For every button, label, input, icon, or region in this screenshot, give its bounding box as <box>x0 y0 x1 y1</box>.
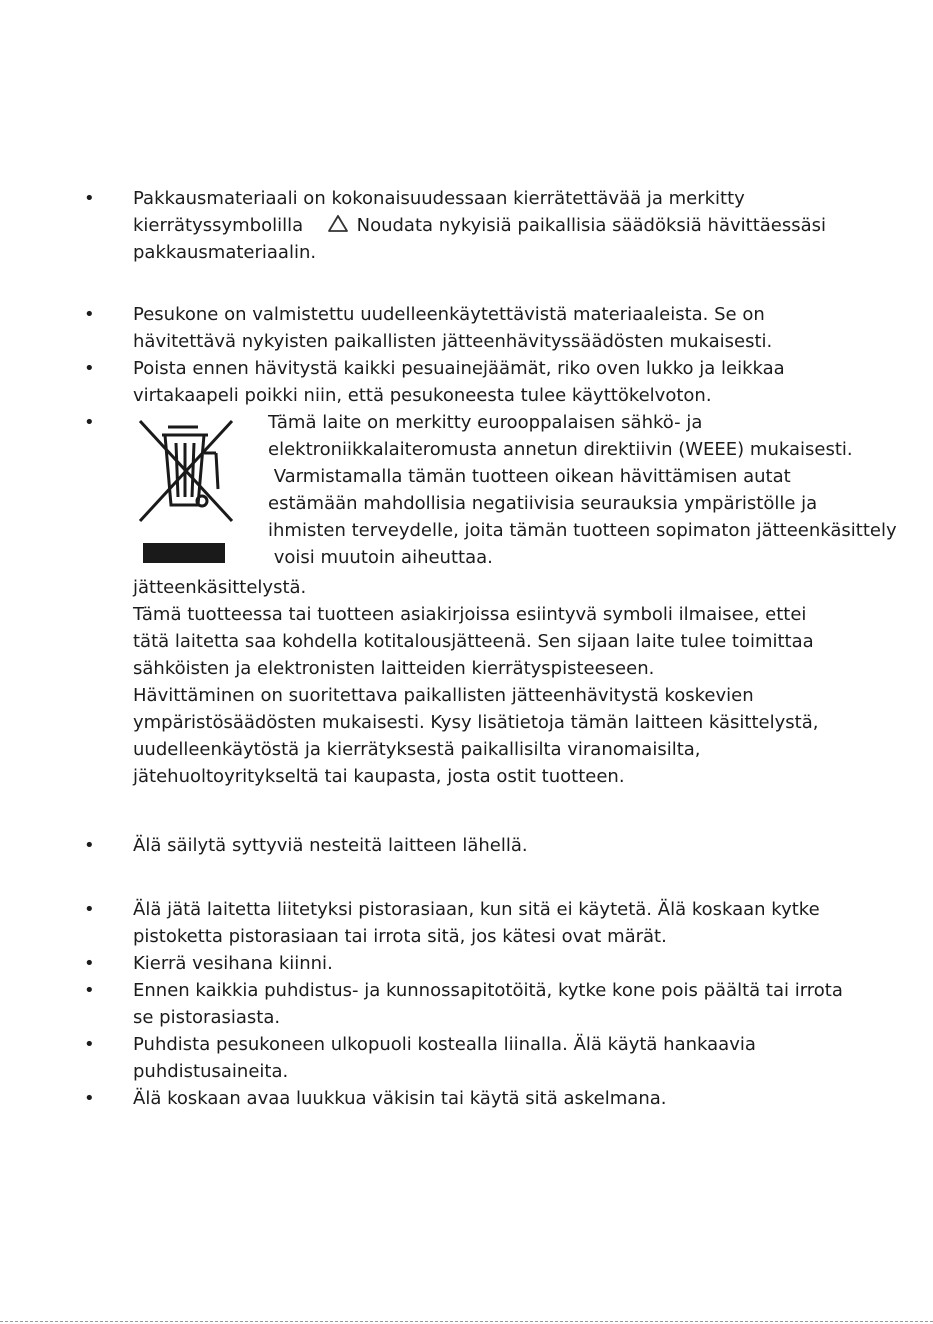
item-text <box>133 355 923 409</box>
item-line: Puhdista pesukoneen ulkopuoli kostealla liinalla. Älä käytä hankaavia <box>133 1034 756 1055</box>
item-text <box>133 896 923 950</box>
item-line: Poista ennen hävitystä kaikki pesuainejäämät, riko oven lukko ja leikkaa <box>133 358 785 379</box>
item-line-text: Noudata nykyisiä paikallisia säädöksiä hävittäessäsi <box>356 215 827 236</box>
item-line: Varmistamalla tämän tuotteen oikean hävittämisen autat <box>268 466 791 487</box>
bullet: • <box>84 953 95 974</box>
item-line <box>133 185 923 212</box>
weee-text <box>268 409 897 571</box>
item-line: Ennen kaikkia puhdistus- ja kunnossapitotöitä, kytke kone pois päältä tai irrota <box>133 980 843 1001</box>
bullet: • <box>84 899 95 920</box>
item-line <box>133 212 923 239</box>
item-line: ympäristösäädösten mukaisesti. Kysy lisätietoja tämän laitteen käsittelystä, <box>133 712 819 733</box>
item-text <box>133 301 923 355</box>
item-line: Tämä laite on merkitty eurooppalaisen sähkö- ja <box>268 412 703 433</box>
item-text <box>133 977 923 1031</box>
item-text <box>133 185 923 266</box>
item-line <box>133 239 923 266</box>
bullet: • <box>84 412 95 433</box>
bullet: • <box>84 358 95 379</box>
item-line: Hävittäminen on suoritettava paikallisten jätteenhävitystä koskevien <box>133 685 754 706</box>
bullet: • <box>84 1034 95 1055</box>
item-line: sähköisten ja elektronisten laitteiden kierrätyspisteeseen. <box>133 658 655 679</box>
item-text <box>133 1031 923 1085</box>
item-line: Pesukone on valmistettu uudelleenkäytettävistä materiaaleista. Se on <box>133 304 765 325</box>
item-text <box>133 950 923 977</box>
page-bottom-divider <box>0 1321 933 1322</box>
item-line: Älä koskaan avaa luukkua väkisin tai käytä sitä askelmana. <box>133 1088 667 1109</box>
bullet: • <box>84 1088 95 1109</box>
item-line: elektroniikkalaiteromusta annetun direktiivin (WEEE) mukaisesti. <box>268 439 853 460</box>
item-line: Älä säilytä syttyviä nesteitä laitteen lähellä. <box>133 835 528 856</box>
bullet: • <box>84 835 95 856</box>
item-line: Kierrä vesihana kiinni. <box>133 953 333 974</box>
item-line: tätä laitetta saa kohdella kotitalousjätteenä. Sen sijaan laite tulee toimittaa <box>133 631 814 652</box>
item-text <box>133 574 923 790</box>
bullet: • <box>84 188 95 209</box>
item-line: jätehuoltoyritykseltä tai kaupasta, josta ostit tuotteen. <box>133 766 625 787</box>
recycle-icon <box>327 214 349 234</box>
item-line: voisi muutoin aiheuttaa. <box>268 547 493 568</box>
crossed-out-bin-icon <box>134 413 234 563</box>
item-line: Tämä tuotteessa tai tuotteen asiakirjoissa esiintyvä symboli ilmaisee, ettei <box>133 604 807 625</box>
item-text <box>133 1085 923 1112</box>
item-line: virtakaapeli poikki niin, että pesukoneesta tulee käyttökelvoton. <box>133 385 712 406</box>
item-line-text: Pakkausmateriaali on kokonaisuudessaan kierrätettävää ja merkitty <box>133 188 745 209</box>
item-line: puhdistusaineita. <box>133 1061 289 1082</box>
item-line: hävitettävä nykyisten paikallisten jätteenhävityssäädösten mukaisesti. <box>133 331 773 352</box>
item-line: uudelleenkäytöstä ja kierrätyksestä paikallisilta viranomaisilta, <box>133 739 701 760</box>
item-line: estämään mahdollisia negatiivisia seurauksia ympäristölle ja <box>268 493 818 514</box>
item-line: pistoketta pistorasiaan tai irrota sitä, jos kätesi ovat märät. <box>133 926 667 947</box>
bullet: • <box>84 304 95 325</box>
item-line: ihmisten terveydelle, joita tämän tuotteen sopimaton jätteenkäsittely <box>268 520 897 541</box>
item-line: jätteenkäsittelystä. <box>133 577 307 598</box>
item-line-text: pakkausmateriaalin. <box>133 242 317 263</box>
bullet: • <box>84 980 95 1001</box>
item-line-text: kierrätyssymbolilla <box>133 215 304 236</box>
item-text <box>133 832 923 859</box>
item-line: se pistorasiasta. <box>133 1007 281 1028</box>
item-line: Älä jätä laitetta liitetyksi pistorasiaan, kun sitä ei käytetä. Älä koskaan kytke <box>133 899 820 920</box>
